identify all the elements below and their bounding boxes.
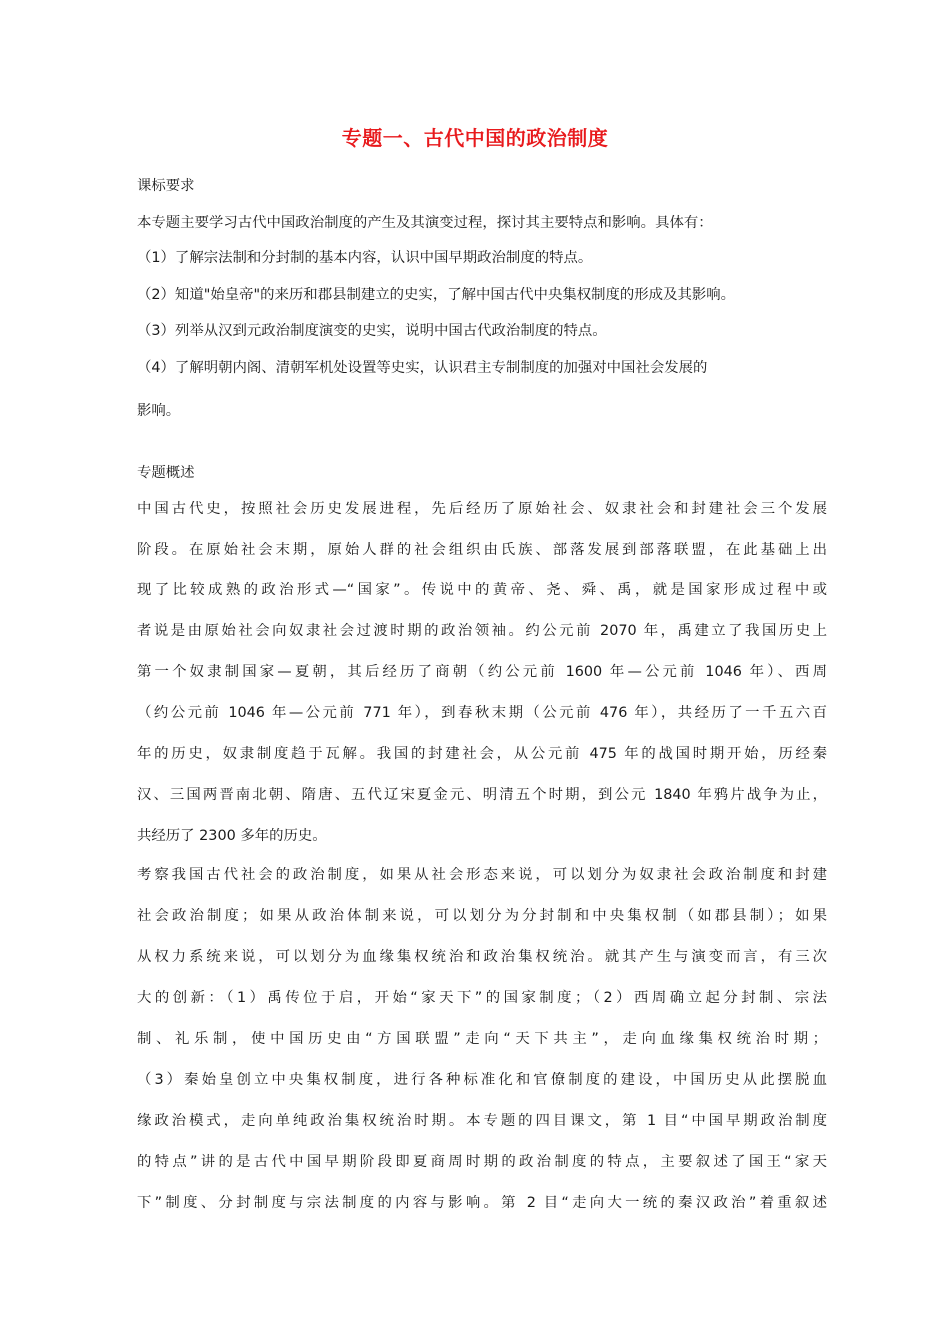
curriculum-line: 影响。	[137, 403, 181, 419]
overview-paragraph-line: 第一个奴隶制国家—夏朝，其后经历了商朝（约公元前 1600 年—公元前 1046 年）、西周	[137, 664, 827, 680]
overview-paragraph-line: 阶段。在原始社会末期，原始人群的社会组织由氏族、部落发展到部落联盟，在此基础上出	[137, 542, 827, 558]
overview-paragraph-line: 大的创新：（1）禹传位于启，开始“家天下”的国家制度；（2）西周确立起分封制、宗法	[137, 990, 827, 1006]
overview-paragraph-line: （3）秦始皇创立中央集权制度，进行各种标准化和官僚制度的建设，中国历史从此摆脱血	[137, 1072, 827, 1088]
overview-paragraph-line: 从权力系统来说，可以划分为血缘集权统治和政治集权统治。就其产生与演变而言，有三次	[137, 949, 827, 965]
overview-paragraph-line: 的特点”讲的是古代中国早期阶段即夏商周时期的政治制度的特点，主要叙述了国王“家天	[137, 1154, 827, 1170]
document-title: 专题一、古代中国的政治制度	[341, 126, 609, 150]
curriculum-line: （4）了解明朝内阁、清朝军机处设置等史实，认识君主专制制度的加强对中国社会发展的	[137, 360, 708, 376]
overview-paragraph-line: 者说是由原始社会向奴隶社会过渡时期的政治领袖。约公元前 2070 年，禹建立了我国历史上	[137, 623, 827, 639]
curriculum-line: （3）列举从汉到元政治制度演变的史实，说明中国古代政治制度的特点。	[137, 323, 607, 339]
overview-paragraph-line: 中国古代史，按照社会历史发展进程，先后经历了原始社会、奴隶社会和封建社会三个发展	[137, 501, 827, 517]
overview-paragraph-line: 制、礼乐制，使中国历史由“方国联盟”走向“天下共主”，走向血缘集权统治时期；	[137, 1031, 827, 1047]
overview-paragraph-line: 考察我国古代社会的政治制度，如果从社会形态来说，可以划分为奴隶社会政治制度和封建	[137, 867, 827, 883]
overview-paragraph-line: 下”制度、分封制度与宗法制度的内容与影响。第 2 目“走向大一统的秦汉政治”着重叙述	[137, 1195, 827, 1211]
curriculum-line: （1）了解宗法制和分封制的基本内容，认识中国早期政治制度的特点。	[137, 250, 593, 266]
overview-paragraph-line: 现了比较成熟的政治形式—“国家”。传说中的黄帝、尧、舜、禹，就是国家形成过程中或	[137, 582, 827, 598]
overview-paragraph-line: 缘政治模式，走向单纯政治集权统治时期。本专题的四目课文，第 1 目“中国早期政治制度	[137, 1113, 827, 1129]
section-heading-overview: 专题概述	[137, 465, 195, 481]
overview-paragraph-line: 共经历了 2300 多年的历史。	[137, 828, 327, 844]
overview-paragraph-line: 年的历史，奴隶制度趋于瓦解。我国的封建社会，从公元前 475 年的战国时期开始，历经秦	[137, 746, 827, 762]
curriculum-line: （2）知道"始皇帝"的来历和郡县制建立的史实，了解中国古代中央集权制度的形成及其影响。	[137, 287, 736, 303]
section-heading-curriculum: 课标要求	[137, 178, 195, 194]
overview-paragraph-line: （约公元前 1046 年—公元前 771 年），到春秋末期（公元前 476 年），共经历了一千五六百	[137, 705, 827, 721]
overview-paragraph-line: 社会政治制度；如果从政治体制来说，可以划分为分封制和中央集权制（如郡县制）；如果	[137, 908, 827, 924]
overview-paragraph-line: 汉、三国两晋南北朝、隋唐、五代辽宋夏金元、明清五个时期，到公元 1840 年鸦片战争为止，	[137, 787, 827, 803]
curriculum-line: 本专题主要学习古代中国政治制度的产生及其演变过程，探讨其主要特点和影响。具体有：	[137, 215, 713, 231]
